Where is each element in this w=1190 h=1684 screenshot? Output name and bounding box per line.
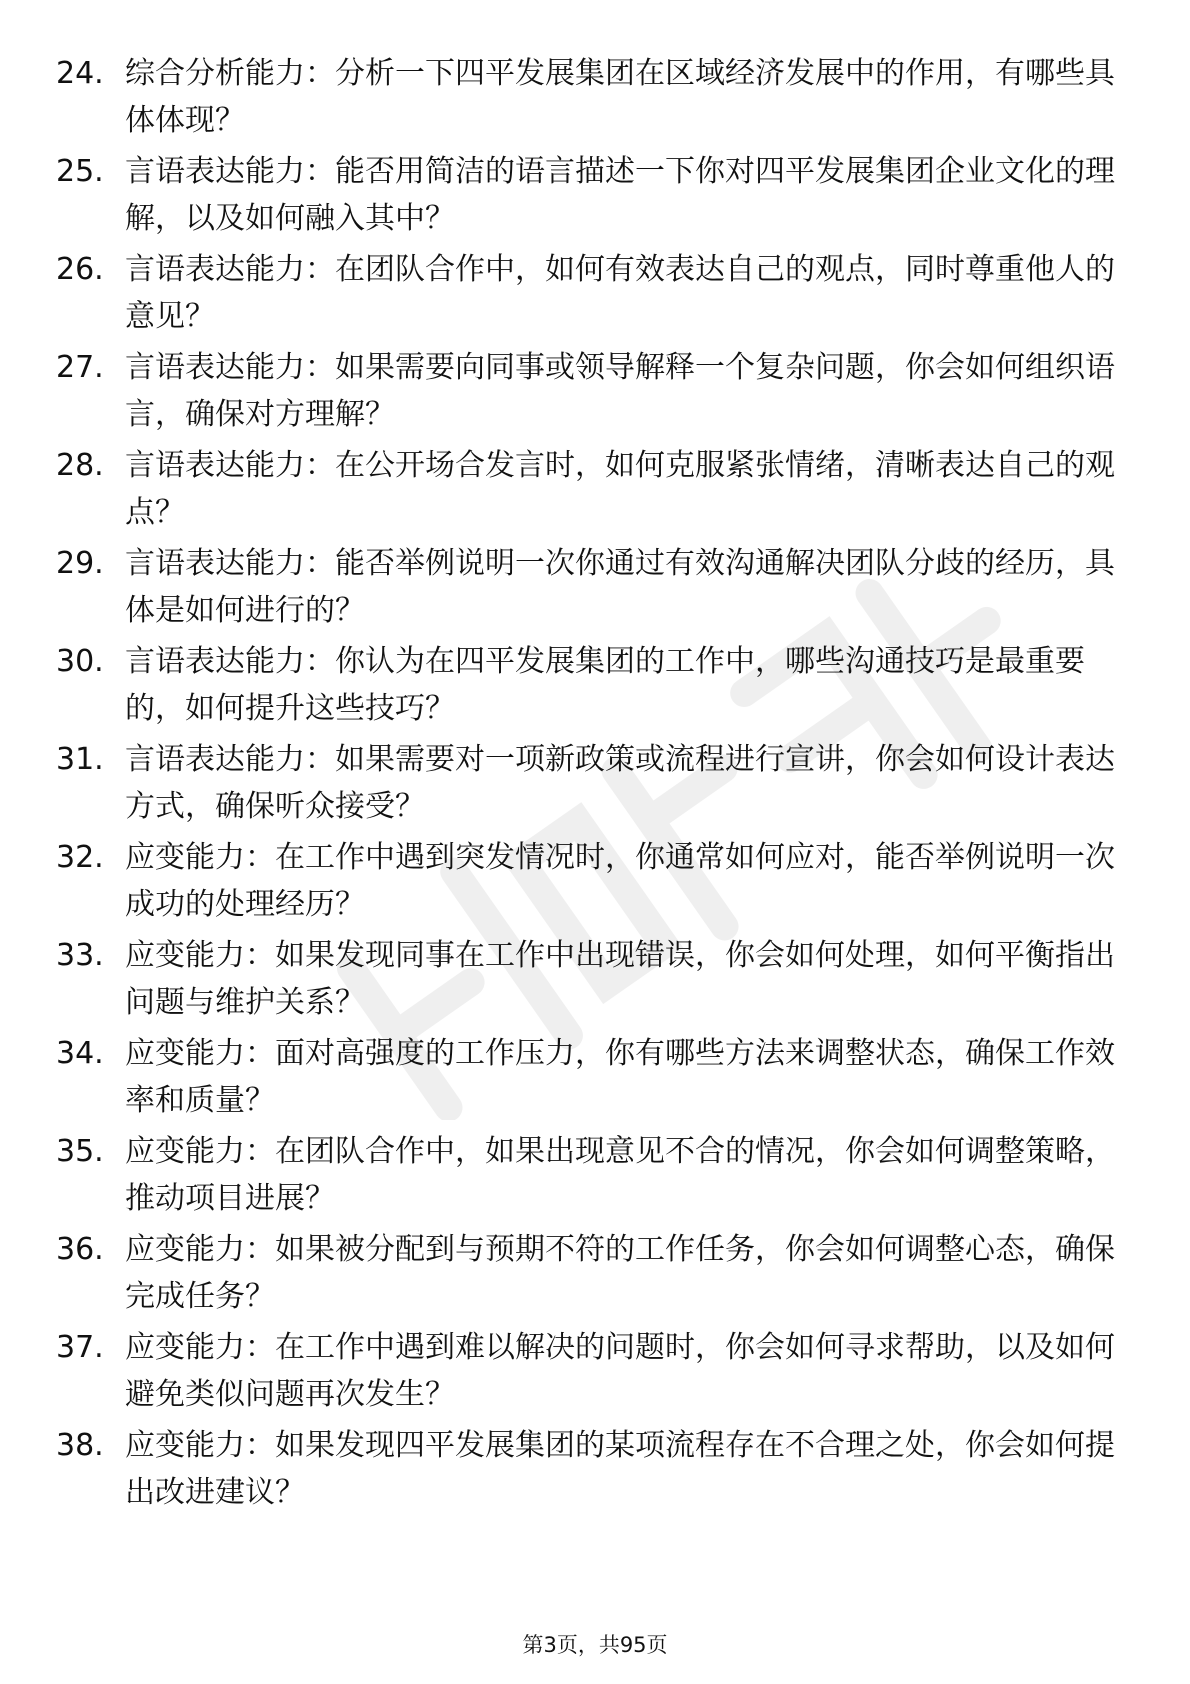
question-number: 35. [56, 1134, 104, 1169]
question-text: 言语表达能力：你认为在四平发展集团的工作中，哪些沟通技巧是最重要的，如何提升这些技巧？ [125, 644, 1085, 726]
question-number: 30. [56, 644, 104, 679]
question-item [56, 50, 1136, 148]
question-number: 27. [56, 350, 104, 385]
question-item [56, 344, 1136, 442]
question-item [56, 932, 1136, 1030]
question-number: 25. [56, 154, 104, 189]
question-text: 言语表达能力：能否用简洁的语言描述一下你对四平发展集团企业文化的理解，以及如何融入其中？ [125, 154, 1115, 236]
question-number: 26. [56, 252, 104, 287]
question-text: 言语表达能力：在团队合作中，如何有效表达自己的观点，同时尊重他人的意见？ [125, 252, 1115, 334]
question-number: 31. [56, 742, 104, 777]
question-text: 言语表达能力：在公开场合发言时，如何克服紧张情绪，清晰表达自己的观点？ [125, 448, 1115, 530]
question-text: 言语表达能力：如果需要向同事或领导解释一个复杂问题，你会如何组织语言，确保对方理解？ [125, 350, 1115, 432]
question-number: 34. [56, 1036, 104, 1071]
page-number-footer: 第3页，共95页 [522, 1633, 668, 1657]
question-text: 应变能力：在团队合作中，如果出现意见不合的情况，你会如何调整策略，推动项目进展？ [125, 1134, 1115, 1216]
question-number: 37. [56, 1330, 104, 1365]
question-number: 33. [56, 938, 104, 973]
question-item [56, 246, 1136, 344]
question-number: 28. [56, 448, 104, 483]
question-text: 应变能力：如果发现四平发展集团的某项流程存在不合理之处，你会如何提出改进建议？ [125, 1428, 1115, 1510]
question-item [56, 148, 1136, 246]
question-item [56, 736, 1136, 834]
question-number: 32. [56, 840, 104, 875]
question-text: 应变能力：如果发现同事在工作中出现错误，你会如何处理，如何平衡指出问题与维护关系？ [125, 938, 1115, 1020]
question-number: 29. [56, 546, 104, 581]
question-text: 应变能力：在工作中遇到突发情况时，你通常如何应对，能否举例说明一次成功的处理经历？ [125, 840, 1115, 922]
question-number: 24. [56, 56, 104, 91]
question-item [56, 1422, 1136, 1520]
question-text: 应变能力：如果被分配到与预期不符的工作任务，你会如何调整心态，确保完成任务？ [125, 1232, 1115, 1314]
question-list [56, 50, 1136, 1520]
question-item [56, 540, 1136, 638]
question-item [56, 1324, 1136, 1422]
question-item [56, 1030, 1136, 1128]
question-number: 38. [56, 1428, 104, 1463]
question-text: 应变能力：面对高强度的工作压力，你有哪些方法来调整状态，确保工作效率和质量？ [125, 1036, 1115, 1118]
question-item [56, 1128, 1136, 1226]
question-item [56, 638, 1136, 736]
question-item [56, 834, 1136, 932]
question-text: 言语表达能力：如果需要对一项新政策或流程进行宣讲，你会如何设计表达方式，确保听众接受？ [125, 742, 1115, 824]
question-text: 应变能力：在工作中遇到难以解决的问题时，你会如何寻求帮助，以及如何避免类似问题再次发生？ [125, 1330, 1115, 1412]
question-text: 综合分析能力：分析一下四平发展集团在区域经济发展中的作用，有哪些具体体现？ [125, 56, 1115, 138]
question-item [56, 1226, 1136, 1324]
question-item [56, 442, 1136, 540]
question-number: 36. [56, 1232, 104, 1267]
question-text: 言语表达能力：能否举例说明一次你通过有效沟通解决团队分歧的经历，具体是如何进行的？ [125, 546, 1115, 628]
